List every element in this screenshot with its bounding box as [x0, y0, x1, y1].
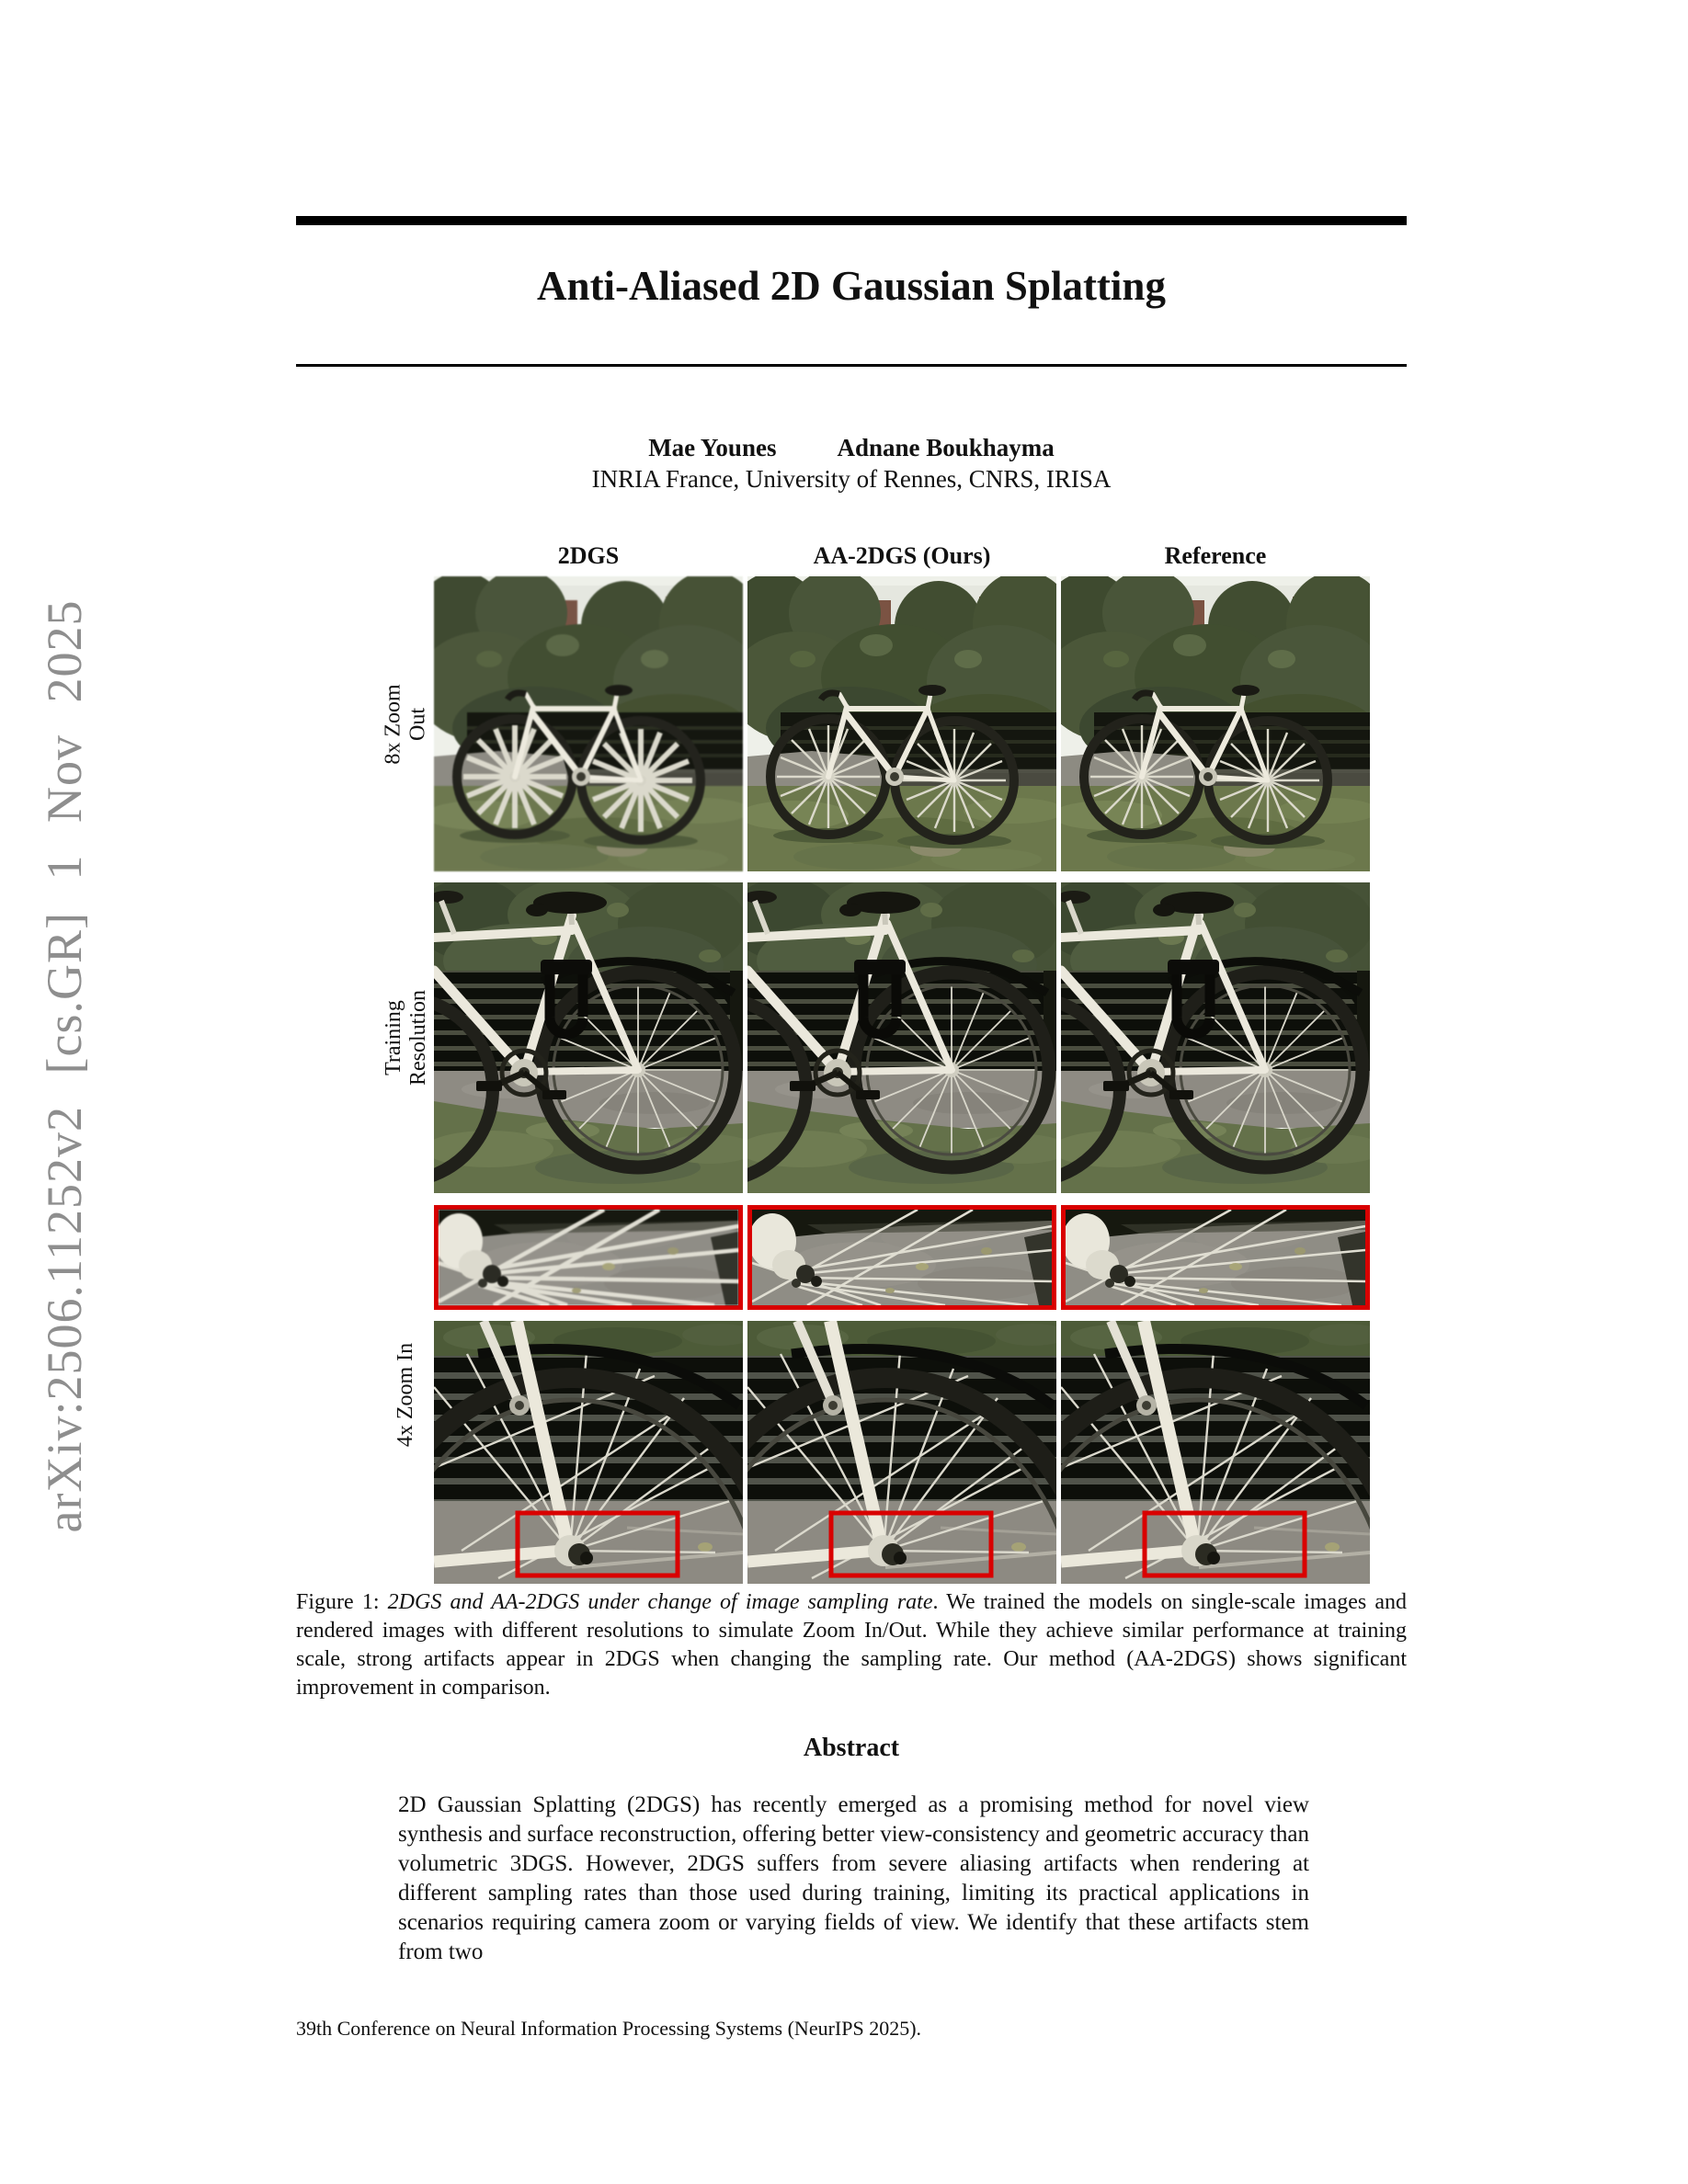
conference-footer: 39th Conference on Neural Information Processing Systems (NeurIPS 2025).	[296, 2017, 922, 2040]
figure-caption-italic: 2DGS and AA-2DGS under change of image sampling rate	[387, 1590, 933, 1614]
figure-image-4x-zoom-in-aa-2dgs	[747, 1321, 1056, 1584]
column-header-aa-2dgs: AA-2DGS (Ours)	[813, 542, 991, 569]
column-header-reference: Reference	[1164, 542, 1267, 569]
figure-image-8x-zoom-out-2dgs	[434, 576, 743, 871]
figure-image-4x-zoom-in-reference	[1061, 1321, 1370, 1584]
figure-image-8x-zoom-out-reference	[1061, 576, 1370, 871]
figure-crop-2dgs	[434, 1205, 743, 1310]
row-label-8x-zoom-out	[378, 576, 434, 871]
figure-crop-reference	[1061, 1205, 1370, 1310]
figure-image-4x-zoom-in-2dgs	[434, 1321, 743, 1584]
figure-caption-prefix: Figure 1:	[296, 1590, 388, 1614]
arxiv-watermark: arXiv:2506.11252v2 [cs.GR] 1 Nov 2025	[37, 599, 92, 1533]
author-1: Mae Younes	[648, 434, 777, 461]
figure-crop-strip-row	[434, 1205, 1370, 1310]
figure-1	[378, 542, 1380, 1584]
figure-column-headers	[378, 542, 1380, 576]
figure-image-training-aa-2dgs	[747, 882, 1056, 1193]
author-line	[296, 434, 1407, 462]
figure-main-4x-zoom-in-row	[434, 1321, 1370, 1584]
row-label-line: Resolution	[405, 989, 430, 1086]
affiliation: INRIA France, University of Rennes, CNRS, IRISA	[591, 465, 1112, 493]
row-label-line: 8x Zoom	[381, 683, 405, 765]
figure-row-4x-zoom-in	[378, 1205, 1380, 1584]
row-label-line: 4x Zoom In	[393, 1342, 418, 1447]
figure-image-8x-zoom-out-aa-2dgs	[747, 576, 1056, 871]
abstract-heading: Abstract	[803, 1734, 900, 1762]
row-label-line: Out	[405, 707, 430, 741]
figure-row-training-resolution	[378, 882, 1380, 1193]
row-label-line: Training	[381, 1000, 405, 1075]
row-label-training-resolution	[378, 882, 434, 1193]
author-2: Adnane Boukhayma	[837, 434, 1055, 461]
figure-image-training-2dgs	[434, 882, 743, 1193]
figure-caption	[296, 1588, 1407, 1702]
column-header-2dgs: 2DGS	[557, 542, 620, 569]
abstract-body: 2D Gaussian Splatting (2DGS) has recently emerged as a promising method for novel view synthesis and surface reconstruction, offering better view-consistency and geometric accuracy than volumetric 3DGS. However, 2DGS suffers from severe aliasing artifacts when rendering at different sampling rates than those used during training, limiting its practical applications in scenarios requiring camera zoom or varying fields of view. We identify that these artifacts stem from two	[398, 1792, 1309, 1964]
figure-row-8x-zoom-out	[378, 576, 1380, 871]
paper-title: Anti-Aliased 2D Gaussian Splatting	[537, 263, 1166, 309]
figure-crop-aa-2dgs	[747, 1205, 1056, 1310]
figure-caption-rest: . We trained the models on single-scale images and rendered images with different resolutions to simulate Zoom In/Out. While they achieve similar performance at training scale, strong artifacts appear in 2DGS when changing the sampling rate. Our method (AA-2DGS) shows significant improvement in comparison.	[296, 1590, 1408, 1700]
figure-image-training-reference	[1061, 882, 1370, 1193]
row-label-4x-zoom-in	[378, 1205, 434, 1584]
title-rule-bottom	[296, 364, 1407, 367]
title-rule-top	[296, 216, 1407, 225]
